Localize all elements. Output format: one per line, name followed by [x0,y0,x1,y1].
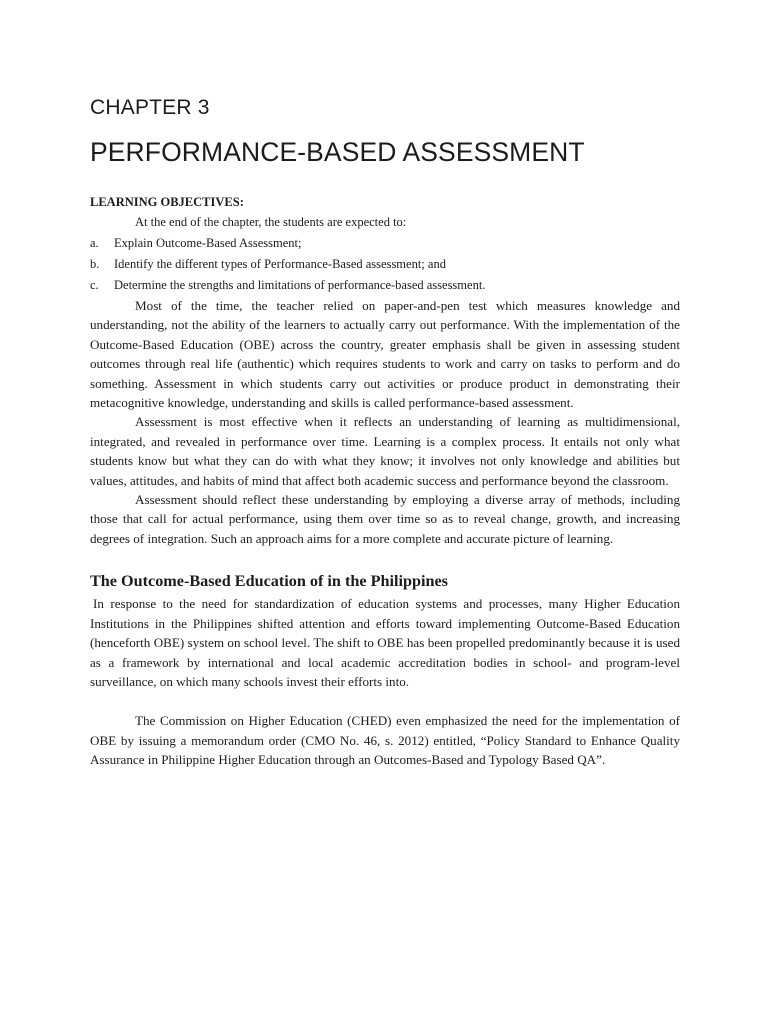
learning-objectives-intro: At the end of the chapter, the students are expected to: [135,215,407,229]
body-paragraph: Most of the time, the teacher relied on paper-and-pen test which measures knowledge and understanding, not the ability of the learners to actually carry out performance. With the implementation of the Outcome-Based Education (OBE) across the country, greater emphasis shall be given in assessing student outcomes through real life (authentic) which requires students to work and carry on tasks to perform and do something. Assessment in which students carry out activities or produce product in demonstrating their metacognitive knowledge, understanding and skills is called performance-based assessment. [90,298,680,411]
chapter-title: PERFORMANCE-BASED ASSESSMENT [90,137,585,167]
learning-objectives-heading: LEARNING OBJECTIVES: [90,195,244,209]
section-paragraph: The Commission on Higher Education (CHED) even emphasized the need for the implementation of OBE by issuing a memorandum order (CMO No. 46, s. 2012) entitled, “Policy Standard to Enhance Quality Assurance in Philippine Higher Education through an Outcomes-Based and Typology Based QA”. [90,713,680,768]
section-paragraph: In response to the need for standardization of education systems and processes, many Higher Education Institutions in the Philippines shifted attention and efforts toward implementing Outcome-Based Education (henceforth OBE) system on school level. The shift to OBE has been propelled predominantly because it is used as a framework by international and local academic accreditation bodies in school- and program-level surveillance, on which many schools invest their efforts into. [90,596,680,689]
list-item-text: Determine the strengths and limitations of performance-based assessment. [114,278,486,292]
document-body [90,192,680,770]
list-item [90,233,680,254]
list-marker: c. [90,278,99,292]
list-item [90,275,680,296]
learning-objectives-list [90,233,680,296]
chapter-label: CHAPTER 3 [90,96,210,119]
list-marker: b. [90,257,100,271]
list-item [90,254,680,275]
list-item-text: Explain Outcome-Based Assessment; [114,236,302,250]
list-item-text: Identify the different types of Performance-Based assessment; and [114,257,446,271]
list-marker: a. [90,236,99,250]
section-heading: The Outcome-Based Education of in the Philippines [90,572,448,591]
body-paragraph: Assessment is most effective when it reflects an understanding of learning as multidimensional, integrated, and revealed in performance over time. Learning is a complex process. It entails not only what students know but what they can do with what they know; it involves not only knowledge and abilities but values, attitudes, and habits of mind that affect both academic success and performance beyond the classroom. [90,414,680,488]
body-paragraph: Assessment should reflect these understanding by employing a diverse array of methods, including those that call for actual performance, using them over time so as to reveal change, growth, and increasing degrees of integration. Such an approach aims for a more complete and accurate picture of learning. [90,492,680,546]
